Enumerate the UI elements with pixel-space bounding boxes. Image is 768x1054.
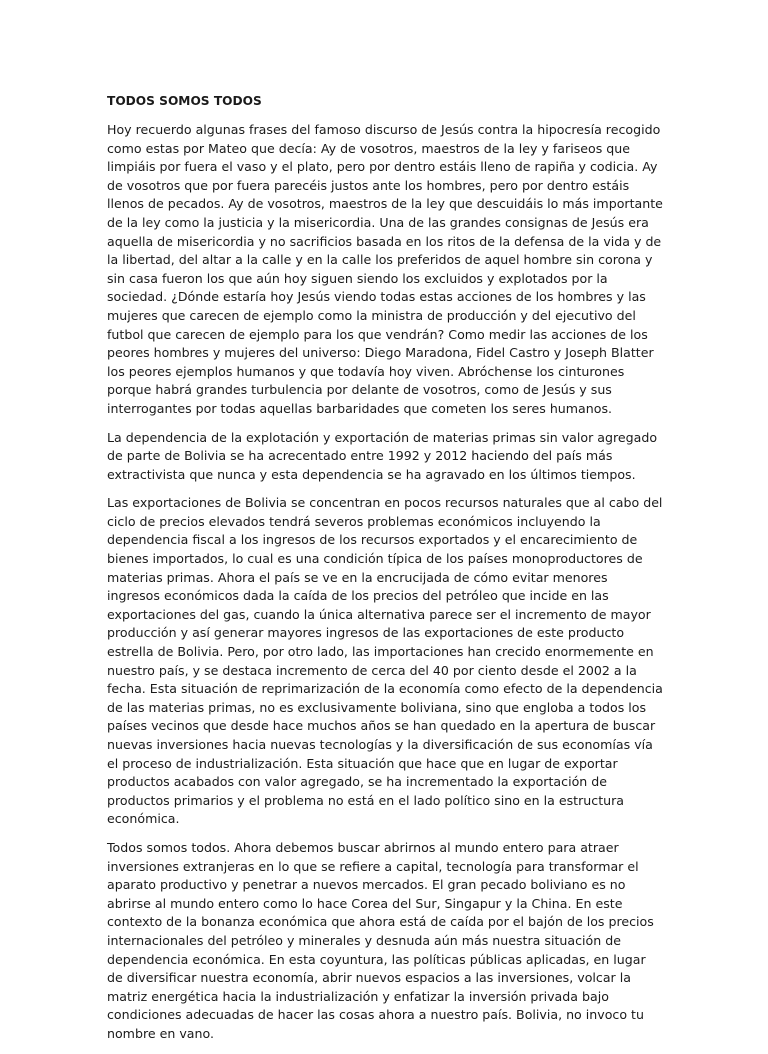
paragraph: La dependencia de la explotación y exportación de materias primas sin valor agregado de parte de Bolivia se ha acrecentado entre 1992 y 2012 haciendo del país más extractivista que nunca y esta dependencia se ha agravado en los últimos tiempos. bbox=[107, 429, 658, 482]
document-page bbox=[107, 92, 663, 1054]
paragraph: Todos somos todos. Ahora debemos buscar abrirnos al mundo entero para atraer inversiones extranjeras en lo que se refiere a capital, tecnología para transformar el aparato productivo y penetrar a nuevos mercados. El gran pecado boliviano es no abrirse al mundo entero como lo hace Corea del Sur, Singapur y la China. En este contexto de la bonanza económica que ahora está de caída por el bajón de los precios internacionales del petróleo y minerales y desnuda aún más nuestra situación de dependencia económica. En esta coyuntura, las políticas públicas aplicadas, en lugar de diversificar nuestra economía, abrir nuevos espacios a las inversiones, volcar la matriz energética hacia la industrialización y enfatizar la inversión privada bajo condiciones adecuadas de hacer las cosas ahora a nuestro país. Bolivia, no invoco tu nombre en vano. bbox=[107, 839, 654, 1041]
paragraph: Hoy recuerdo algunas frases del famoso discurso de Jesús contra la hipocresía recogido como estas por Mateo que decía: Ay de vosotros, maestros de la ley y fariseos que limpiáis por fuera el vaso y el plato, pero por dentro estáis lleno de rapiña y codicia. Ay de vosotros que por fuera parecéis justos ante los hombres, pero por dentro estáis llenos de pecados. Ay de vosotros, maestros de la ley que descuidáis lo más importante de la ley como la justicia y la misericordia. Una de las grandes consignas de Jesús era aquella de misericordia y no sacrificios basada en los ritos de la defensa de la vida y de la libertad, del altar a la calle y en la calle los preferidos de aquel hombre sin corona y sin casa fueron los que aún hoy siguen siendo los excluidos y explotados por la sociedad. ¿Dónde estaría hoy Jesús viendo todas estas acciones de los hombres y las mujeres que carecen de ejemplo como la ministra de producción y del ejecutivo del futbol que carecen de ejemplo para los que vendrán? Como medir las acciones de los peores hombres y mujeres del universo: Diego Maradona, Fidel Castro y Joseph Blatter los peores ejemplos humanos y que todavía hoy viven. Abróchense los cinturones porque habrá grandes turbulencia por delante de vosotros, como de Jesús y sus interrogantes por todas aquellas barbaridades que cometen los seres humanos. bbox=[107, 122, 663, 416]
paragraph: Las exportaciones de Bolivia se concentran en pocos recursos naturales que al cabo del ciclo de precios elevados tendrá severos problemas económicos incluyendo la dependencia fiscal a los ingresos de los recursos exportados y el encarecimiento de bienes importados, lo cual es una condición típica de los países monoproductores de materias primas. Ahora el país se ve en la encrucijada de cómo evitar menores ingresos económicos dada la caída de los precios del petróleo que incide en las exportaciones del gas, cuando la única alternativa parece ser el incremento de mayor producción y así generar mayores ingresos de las exportaciones de este producto estrella de Bolivia. Pero, por otro lado, las importaciones han crecido enormemente en nuestro país, y se destaca incremento de cerca del 40 por ciento desde el 2002 a la fecha. Esta situación de reprimarización de la economía como efecto de la dependencia de las materias primas, no es exclusivamente boliviana, sino que engloba a todos los países vecinos que desde hace muchos años se han quedado en la apertura de buscar nuevas inversiones hacia nuevas tecnologías y la diversificación de sus economías vía el proceso de industrialización. Esta situación que hace que en lugar de exportar productos acabados con valor agregado, se ha incrementado la exportación de productos primarios y el problema no está en el lado político sino en la estructura económica. bbox=[107, 495, 663, 827]
document-title: TODOS SOMOS TODOS bbox=[107, 94, 262, 108]
